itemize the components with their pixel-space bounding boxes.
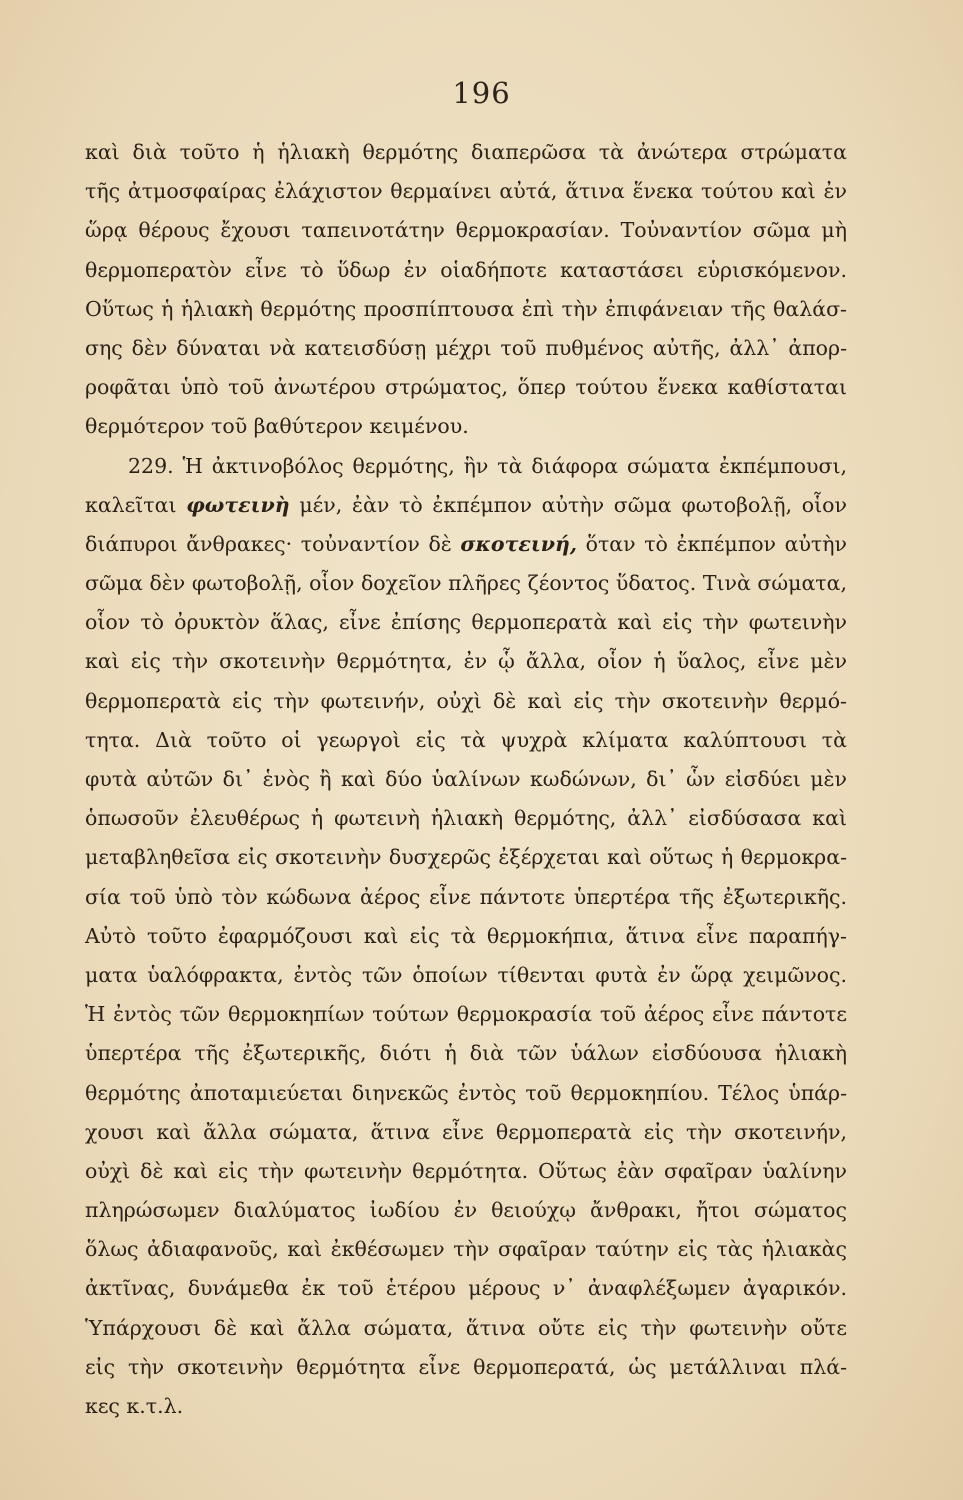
- line-text: ὅταν τὸ ἐκπέμπον αὐτὴν: [577, 531, 847, 556]
- text-line: Αὐτὸ τοῦτο ἐφαρμόζουσι καὶ εἰς τὰ θερμοκήπια, ἅτινα εἶνε παραπήγ-: [85, 923, 847, 948]
- text-line: ροφᾶται ὑπὸ τοῦ ἀνωτέρου στρώματος, ὅπερ τούτου ἕνεκα καθίσταται: [85, 375, 847, 400]
- body-text: [85, 133, 847, 1426]
- text-line: θερμοπερατὸν εἶνε τὸ ὕδωρ ἐν οἱαδήποτε καταστάσει εὑρισκόμενον.: [85, 257, 847, 282]
- text-line: θερμότερον τοῦ βαθύτερον κειμένου.: [85, 414, 469, 439]
- text-line: τητα. Διὰ τοῦτο οἱ γεωργοὶ εἰς τὰ ψυχρὰ κλίματα καλύπτουσι τὰ: [85, 727, 847, 752]
- text-line: καὶ εἰς τὴν σκοτεινὴν θερμότητα, ἐν ᾧ ἄλλα, οἷον ἡ ὕαλος, εἶνε μὲν: [85, 649, 847, 674]
- text-line: ματα ὑαλόφρακτα, ἐντὸς τῶν ὁποίων τίθενται φυτὰ ἐν ὥρᾳ χειμῶνος.: [85, 962, 847, 987]
- term-photeine: φωτεινὴ: [186, 492, 290, 517]
- text-line: ὅλως ἀδιαφανοῦς, καὶ ἐκθέσωμεν τὴν σφαῖραν ταύτην εἰς τὰς ἡλιακὰς: [85, 1237, 847, 1262]
- text-line: κες κ.τ.λ.: [85, 1394, 184, 1418]
- text-line: Ὑπάρχουσι δὲ καὶ ἄλλα σώματα, ἅτινα οὔτε εἰς τὴν φωτεινὴν οὔτε: [85, 1315, 847, 1340]
- text-line-with-term: [85, 486, 847, 525]
- page-number: 196: [452, 76, 511, 110]
- text-line: χουσι καὶ ἄλλα σώματα, ἅτινα εἶνε θερμοπερατὰ εἰς τὴν σκοτεινήν,: [85, 1119, 847, 1144]
- text-line: πληρώσωμεν διαλύματος ἰωδίου ἐν θειούχῳ ἄνθρακι, ἤτοι σώματος: [85, 1198, 847, 1223]
- text-line: θερμοπερατὰ εἰς τὴν φωτεινήν, οὐχὶ δὲ καὶ εἰς τὴν σκοτεινὴν θερμό-: [85, 688, 847, 713]
- text-line: καὶ διὰ τοῦτο ἡ ἡλιακὴ θερμότης διαπερῶσα τὰ ἀνώτερα στρώματα: [85, 140, 847, 164]
- text-line: θερμότης ἀποταμιεύεται διηνεκῶς ἐντὸς τοῦ θερμοκηπίου. Τέλος ὑπάρ-: [85, 1080, 847, 1105]
- text-line: ὥρᾳ θέρους ἔχουσι ταπεινοτάτην θερμοκρασίαν. Τοὐναντίον σῶμα μὴ: [85, 218, 847, 243]
- text-line: εἰς τὴν σκοτεινὴν θερμότητα εἶνε θερμοπερατά, ὡς μετάλλιναι πλά-: [85, 1354, 847, 1379]
- paragraph-229-start: 229. Ἡ ἀκτινοβόλος θερμότης, ἣν τὰ διάφορα σώματα ἐκπέμπουσι,: [128, 453, 847, 478]
- text-line: ἀκτῖνας, δυνάμεθα ἐκ τοῦ ἑτέρου μέρους ν᾽ ἀναφλέξωμεν ἀγαρικόν.: [85, 1276, 847, 1301]
- line-text: καλεῖται: [85, 492, 187, 517]
- text-line: ὁπωσοῦν ἐλευθέρως ἡ φωτεινὴ ἡλιακὴ θερμότης, ἀλλ᾽ εἰσδύσασα καὶ: [85, 806, 847, 831]
- text-line: οἷον τὸ ὀρυκτὸν ἅλας, εἶνε ἐπίσης θερμοπερατὰ καὶ εἰς τὴν φωτεινὴν: [85, 610, 847, 635]
- text-line: σῶμα δὲν φωτοβολῇ, οἷον δοχεῖον πλῆρες ζέοντος ὕδατος. Τινὰ σώματα,: [85, 571, 847, 596]
- text-line: Οὕτως ἡ ἡλιακὴ θερμότης προσπίπτουσα ἐπὶ τὴν ἐπιφάνειαν τῆς θαλάσ-: [85, 296, 847, 321]
- text-line-with-term: [85, 525, 847, 564]
- text-line: φυτὰ αὐτῶν δι᾽ ἑνὸς ἢ καὶ δύο ὑαλίνων κωδώνων, δι᾽ ὧν εἰσδύει μὲν: [85, 767, 847, 791]
- text-line: ὑπερτέρα τῆς ἐξωτερικῆς, διότι ἡ διὰ τῶν ὑάλων εἰσδύουσα ἡλιακὴ: [85, 1041, 847, 1066]
- text-line: τῆς ἀτμοσφαίρας ἐλάχιστον θερμαίνει αὐτά, ἅτινα ἕνεκα τούτου καὶ ἐν: [85, 179, 847, 204]
- text-line: Ἡ ἐντὸς τῶν θερμοκηπίων τούτων θερμοκρασία τοῦ ἀέρος εἶνε πάντοτε: [85, 1002, 847, 1027]
- text-line: σης δὲν δύναται νὰ κατεισδύσῃ μέχρι τοῦ πυθμένος αὐτῆς, ἀλλ᾽ ἀπορ-: [85, 335, 847, 360]
- line-text: μέν, ἐὰν τὸ ἐκπέμπον αὐτὴν σῶμα φωτοβολῇ, οἷον: [289, 492, 847, 517]
- term-skoteine: σκοτεινή,: [460, 531, 578, 556]
- line-text: διάπυροι ἄνθρακες· τοὐναντίον δὲ: [85, 531, 461, 556]
- text-line: μεταβληθεῖσα εἰς σκοτεινὴν δυσχερῶς ἐξέρχεται καὶ οὕτως ἡ θερμοκρα-: [85, 845, 847, 870]
- text-line: οὐχὶ δὲ καὶ εἰς τὴν φωτεινὴν θερμότητα. Οὕτως ἐὰν σφαῖραν ὑαλίνην: [85, 1158, 847, 1183]
- text-line: σία τοῦ ὑπὸ τὸν κώδωνα ἀέρος εἶνε πάντοτε ὑπερτέρα τῆς ἐξωτερικῆς.: [85, 884, 847, 909]
